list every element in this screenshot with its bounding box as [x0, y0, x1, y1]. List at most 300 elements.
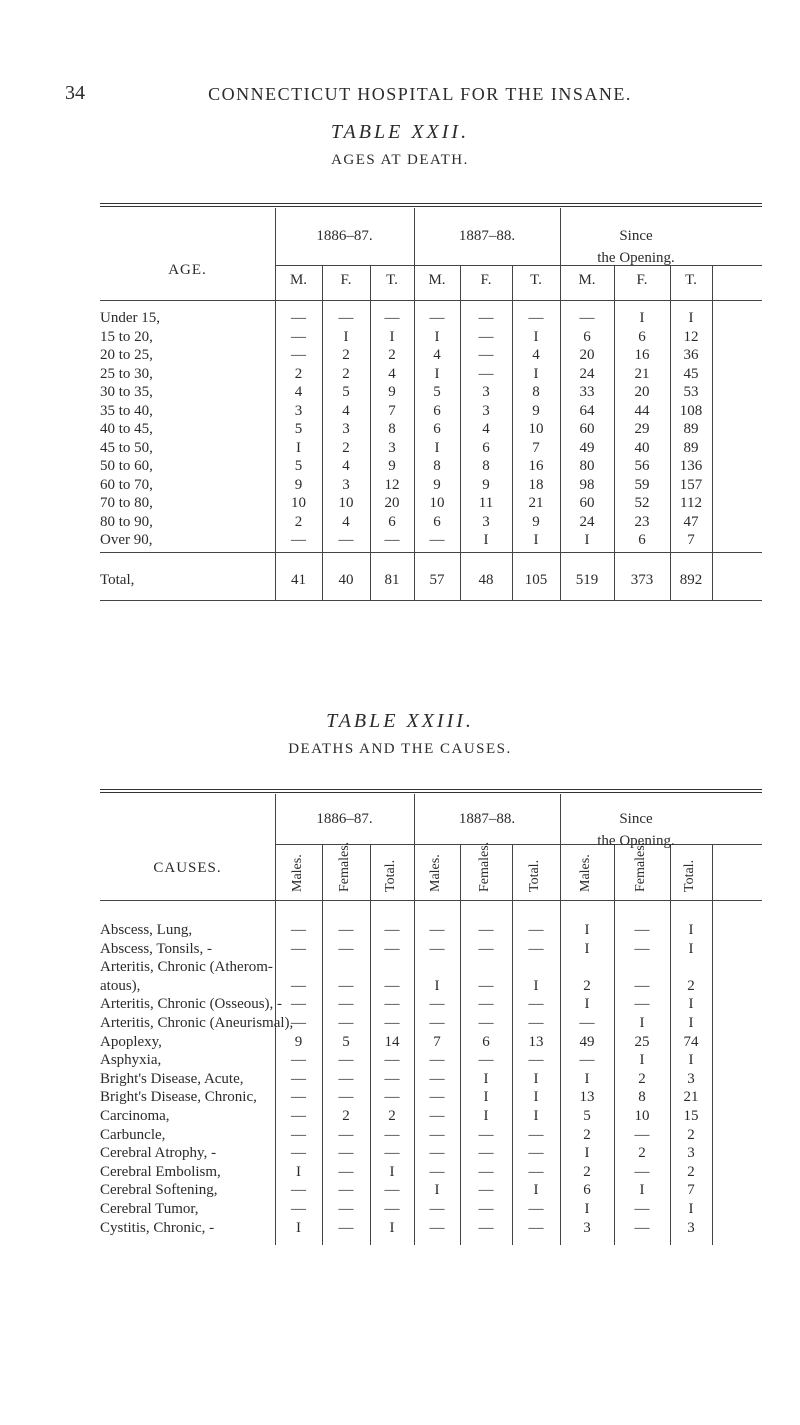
table-cell: 157: [679, 476, 703, 493]
table-cell: —: [384, 1052, 400, 1069]
table-cell: 89: [683, 421, 699, 437]
table-cell: —: [528, 310, 544, 326]
column-header: Total.: [682, 859, 697, 892]
table-cell: 45: [683, 365, 699, 382]
table-cell: —: [429, 1052, 445, 1069]
table-cell: 4: [342, 458, 350, 474]
column-header: F.: [340, 272, 352, 288]
table-cell: —: [338, 1015, 354, 1031]
table-cell: I: [533, 532, 539, 548]
row-label: 25 to 30,: [100, 365, 153, 382]
row-label: Cerebral Softening,: [100, 1182, 218, 1199]
table-cell: 3: [583, 1219, 591, 1236]
table-cell: I: [533, 1070, 539, 1087]
table-cell: 2: [638, 1145, 646, 1162]
column-rule: [712, 265, 713, 600]
table-cell: 16: [634, 347, 650, 363]
table-cell: I: [389, 1163, 395, 1180]
table-cell: I: [483, 532, 489, 548]
table-cell: 89: [683, 439, 699, 456]
table-cell: —: [634, 940, 650, 957]
row-label: 45 to 50,: [100, 439, 153, 456]
row-label: Cerebral Embolism,: [100, 1163, 221, 1180]
table-cell: 9: [294, 1033, 303, 1050]
table-cell: 21: [683, 1089, 699, 1106]
table-cell: 6: [482, 439, 490, 456]
table-cell: 13: [579, 1089, 595, 1106]
table-cell: —: [429, 922, 445, 938]
table-cell: 40: [634, 439, 650, 456]
table-cell: 2: [342, 347, 350, 363]
table-cell: 21: [634, 365, 650, 382]
top-rule: [100, 203, 762, 204]
table-cell: 3: [482, 513, 490, 530]
table-cell: —: [291, 310, 306, 326]
top-rule: [100, 789, 762, 790]
row-label: Carcinoma,: [100, 1108, 170, 1124]
table-cell: I: [533, 977, 539, 994]
table-cell: 80: [579, 458, 595, 474]
running-head: CONNECTICUT HOSPITAL FOR THE INSANE.: [208, 84, 632, 104]
table-cell: 21: [528, 495, 544, 511]
table-cell: —: [429, 1201, 445, 1217]
table-cell: —: [384, 977, 400, 994]
table-cell: —: [528, 1015, 544, 1031]
table-cell: —: [528, 922, 544, 938]
total-cell: 48: [478, 572, 494, 588]
table-cell: —: [478, 1201, 494, 1217]
table-cell: I: [584, 922, 590, 938]
table-cell: I: [584, 1145, 590, 1162]
table-cell: 44: [634, 402, 650, 419]
table-cell: —: [291, 1108, 306, 1124]
table-cell: 11: [478, 495, 494, 511]
table-cell: —: [338, 532, 354, 548]
table-cell: —: [478, 347, 494, 363]
column-header: M.: [428, 272, 446, 288]
table-cell: —: [338, 1201, 354, 1217]
bottom-rule: [100, 600, 762, 601]
row-label: 20 to 25,: [100, 347, 153, 363]
row-label: Arteritis, Chronic (Atherom-: [100, 959, 273, 976]
table-cell: 2: [294, 513, 303, 530]
table-cell: —: [528, 1219, 544, 1236]
table-cell: 4: [342, 513, 350, 530]
column-header: Total.: [383, 859, 398, 892]
row-label: 60 to 70,: [100, 476, 153, 493]
table-cell: —: [528, 996, 544, 1013]
table-cell: —: [478, 1182, 494, 1199]
table-cell: 9: [482, 476, 490, 493]
table-cell: I: [688, 1052, 694, 1069]
table-cell: I: [533, 1182, 539, 1199]
table-cell: 2: [294, 365, 303, 382]
table-cell: 136: [679, 458, 703, 474]
table-22-title: TABLE XXII.: [330, 121, 470, 143]
table-cell: —: [338, 1182, 354, 1199]
table-cell: —: [429, 1089, 445, 1106]
table-cell: 6: [482, 1033, 490, 1050]
table-cell: —: [384, 1145, 400, 1162]
group-header: Since the Opening.: [597, 811, 675, 849]
table-cell: I: [533, 328, 539, 345]
table-cell: —: [429, 1108, 445, 1124]
column-header: M.: [289, 272, 308, 288]
table-cell: —: [634, 977, 650, 994]
table-cell: 2: [638, 1070, 646, 1087]
table-cell: 49: [579, 1033, 595, 1050]
table-23-title: TABLE XXIII.: [326, 710, 474, 732]
table-cell: 14: [384, 1033, 400, 1050]
table-cell: —: [338, 1219, 354, 1236]
table-cell: —: [634, 1126, 650, 1143]
table-cell: 24: [579, 513, 595, 530]
total-cell: 373: [630, 572, 654, 588]
table-cell: 74: [683, 1033, 699, 1050]
row-label: Over 90,: [100, 532, 153, 548]
table-cell: 4: [433, 347, 441, 363]
table-cell: 12: [683, 328, 699, 345]
table-cell: 59: [634, 476, 650, 493]
table-cell: 56: [634, 458, 650, 474]
header-bottom-rule: [100, 900, 762, 901]
table-cell: 2: [342, 365, 350, 382]
table-cell: —: [528, 1163, 544, 1180]
table-cell: 2: [687, 1126, 695, 1143]
table-cell: 10: [429, 495, 445, 511]
column-header: Males.: [578, 854, 593, 892]
table-cell: —: [291, 1089, 306, 1106]
table-cell: 3: [482, 384, 490, 400]
table-cell: —: [478, 1163, 494, 1180]
table-cell: —: [291, 347, 306, 363]
table-cell: 8: [388, 421, 396, 437]
row-label: Abscess, Tonsils, -: [100, 940, 213, 957]
table-cell: I: [584, 532, 590, 548]
table-cell: 6: [638, 532, 646, 548]
table-cell: I: [389, 1219, 395, 1236]
table-cell: I: [434, 365, 440, 382]
table-cell: I: [688, 996, 694, 1013]
table-cell: —: [429, 1015, 445, 1031]
table-cell: 33: [579, 384, 595, 400]
group-header: 1886–87.: [316, 811, 373, 827]
table-cell: I: [688, 940, 694, 957]
column-header: Females.: [477, 841, 492, 892]
stub-header: CAUSES.: [153, 860, 222, 876]
group-header: 1886–87.: [316, 228, 373, 244]
table-cell: —: [291, 996, 306, 1013]
table-cell: —: [634, 1163, 650, 1180]
table-cell: 9: [388, 458, 396, 474]
column-header: M.: [578, 272, 596, 288]
table-cell: —: [429, 1219, 445, 1236]
table-cell: 18: [528, 476, 544, 493]
row-label: Cerebral Tumor,: [100, 1201, 199, 1217]
total-cell: 57: [429, 572, 445, 588]
table-cell: 10: [338, 495, 354, 511]
table-cell: 3: [388, 439, 396, 456]
total-rule: [100, 552, 762, 553]
row-label: Bright's Disease, Chronic,: [100, 1089, 257, 1106]
table-cell: —: [338, 310, 354, 326]
table-cell: —: [478, 365, 494, 382]
table-cell: —: [338, 1163, 354, 1180]
table-cell: 2: [687, 1163, 695, 1180]
table-cell: 3: [687, 1219, 695, 1236]
table-cell: 10: [528, 421, 544, 437]
table-cell: 8: [638, 1089, 646, 1106]
table-cell: 10: [634, 1108, 650, 1124]
table-cell: —: [634, 1201, 650, 1217]
table-cell: I: [296, 1163, 301, 1180]
row-label: 70 to 80,: [100, 495, 153, 511]
table-cell: 25: [634, 1033, 650, 1050]
column-rule: [712, 844, 713, 1245]
table-cell: —: [291, 940, 306, 957]
table-cell: I: [688, 1201, 694, 1217]
table-cell: 13: [528, 1033, 544, 1050]
row-label: Carbuncle,: [100, 1126, 166, 1143]
table-cell: —: [384, 940, 400, 957]
table-cell: —: [338, 1126, 354, 1143]
row-label: Cerebral Atrophy, -: [100, 1145, 217, 1162]
table-cell: 7: [532, 439, 540, 456]
table-cell: —: [384, 1126, 400, 1143]
table-cell: I: [434, 439, 440, 456]
table-cell: 3: [342, 476, 350, 493]
table-cell: 8: [433, 458, 441, 474]
table-cell: 2: [388, 1108, 396, 1124]
table-cell: 6: [433, 513, 441, 530]
column-header: Females.: [633, 841, 648, 892]
table-cell: —: [429, 940, 445, 957]
table-cell: —: [478, 1126, 494, 1143]
column-header: F.: [480, 272, 492, 288]
group-header: Since the Opening.: [597, 228, 675, 266]
table-cell: 98: [579, 476, 595, 493]
table-cell: 2: [583, 977, 591, 994]
table-cell: 2: [388, 347, 396, 363]
table-cell: I: [434, 977, 440, 994]
table-cell: —: [478, 977, 494, 994]
table-cell: —: [291, 532, 306, 548]
table-cell: —: [579, 1052, 595, 1069]
row-label: Abscess, Lung,: [100, 922, 193, 938]
table-cell: —: [338, 977, 354, 994]
total-cell: 41: [291, 572, 306, 588]
table-cell: —: [384, 532, 400, 548]
table-cell: 3: [482, 402, 490, 419]
table-cell: 7: [687, 1182, 695, 1199]
table-cell: I: [483, 1070, 489, 1087]
table-cell: —: [384, 1015, 400, 1031]
column-header: Females.: [337, 841, 352, 892]
row-label: Cystitis, Chronic, -: [100, 1219, 215, 1236]
table-cell: —: [338, 996, 354, 1013]
table-cell: I: [389, 328, 395, 345]
column-header: T.: [685, 272, 697, 288]
table-cell: —: [478, 940, 494, 957]
table-cell: 5: [433, 384, 441, 400]
table-cell: 4: [388, 365, 396, 382]
table-cell: —: [291, 1182, 306, 1199]
table-cell: 6: [388, 513, 396, 530]
table-cell: 9: [532, 402, 540, 419]
table-cell: 3: [687, 1070, 695, 1087]
table-cell: 20: [634, 384, 650, 400]
table-cell: I: [483, 1089, 489, 1106]
table-cell: —: [291, 1070, 306, 1087]
table-cell: 53: [683, 384, 699, 400]
table-cell: —: [429, 532, 445, 548]
table-cell: 10: [291, 495, 306, 511]
total-cell: 105: [524, 572, 548, 588]
table-cell: 2: [342, 439, 350, 456]
table-cell: —: [528, 1145, 544, 1162]
table-cell: 2: [583, 1163, 591, 1180]
table-cell: —: [384, 996, 400, 1013]
table-cell: 5: [294, 421, 303, 437]
table-cell: I: [584, 1070, 590, 1087]
table-cell: 2: [342, 1108, 350, 1124]
table-cell: —: [579, 310, 595, 326]
row-label: Apoplexy,: [100, 1033, 162, 1050]
table-cell: I: [639, 1052, 645, 1069]
row-label: 50 to 60,: [100, 458, 153, 474]
table-cell: I: [688, 1015, 694, 1031]
total-cell: 40: [338, 572, 354, 588]
table-cell: 24: [579, 365, 595, 382]
column-header: Males.: [428, 854, 443, 892]
table-cell: I: [584, 1201, 590, 1217]
table-cell: —: [634, 1219, 650, 1236]
row-label: 80 to 90,: [100, 513, 153, 530]
stub-header: AGE.: [168, 262, 207, 278]
total-cell: 519: [575, 572, 599, 588]
table-cell: —: [338, 1145, 354, 1162]
table-cell: —: [478, 328, 494, 345]
table-cell: —: [291, 1201, 306, 1217]
table-cell: I: [483, 1108, 489, 1124]
table-cell: 4: [342, 402, 350, 419]
group-header: 1887–88.: [458, 811, 516, 827]
table-cell: 6: [638, 328, 646, 345]
table-cell: 3: [687, 1145, 695, 1162]
table-cell: 2: [583, 1126, 591, 1143]
table-cell: 6: [583, 1182, 591, 1199]
table-cell: I: [296, 439, 301, 456]
total-cell: 81: [384, 572, 400, 588]
table-cell: —: [384, 1182, 400, 1199]
table-cell: —: [478, 1015, 494, 1031]
table-22-subtitle: AGES AT DEATH.: [331, 152, 469, 168]
column-header: T.: [530, 272, 542, 288]
table-cell: —: [384, 1070, 400, 1087]
table-cell: I: [639, 310, 645, 326]
table-cell: 49: [579, 439, 595, 456]
table-cell: —: [384, 922, 400, 938]
table-cell: —: [338, 940, 354, 957]
table-cell: 5: [342, 384, 350, 400]
table-cell: —: [338, 1052, 354, 1069]
top-rule: [100, 792, 762, 793]
table-cell: I: [434, 328, 440, 345]
table-cell: —: [291, 977, 306, 994]
table-cell: —: [291, 1126, 306, 1143]
table-cell: 60: [579, 421, 595, 437]
table-cell: 9: [388, 384, 396, 400]
table-cell: I: [533, 365, 539, 382]
table-cell: 4: [294, 384, 303, 400]
row-label: 30 to 35,: [100, 384, 153, 400]
table-cell: 20: [384, 495, 400, 511]
table-cell: 36: [683, 347, 699, 363]
table-cell: 9: [294, 476, 303, 493]
row-label: atous),: [100, 977, 141, 994]
table-cell: 7: [687, 532, 695, 548]
top-rule: [100, 206, 762, 207]
group-header: 1887–88.: [458, 228, 516, 244]
table-cell: —: [291, 922, 306, 938]
table-cell: 5: [342, 1033, 350, 1050]
page-number: 34: [65, 82, 85, 104]
table-cell: 3: [342, 421, 350, 437]
row-label: Arteritis, Chronic (Aneurismal),: [100, 1015, 294, 1031]
table-cell: 6: [433, 402, 441, 419]
table-cell: 9: [532, 513, 540, 530]
table-cell: —: [338, 922, 354, 938]
table-cell: 5: [294, 458, 303, 474]
row-label: Asphyxia,: [100, 1052, 162, 1069]
table-cell: —: [429, 1163, 445, 1180]
table-cell: 23: [634, 513, 650, 530]
table-23-subtitle: DEATHS AND THE CAUSES.: [288, 741, 512, 757]
column-header: F.: [636, 272, 648, 288]
table-cell: —: [579, 1015, 595, 1031]
table-cell: 8: [482, 458, 490, 474]
table-cell: —: [478, 1052, 494, 1069]
table-cell: —: [528, 1201, 544, 1217]
table-cell: 108: [679, 402, 703, 419]
table-cell: 4: [532, 347, 540, 363]
table-cell: —: [528, 1052, 544, 1069]
table-cell: —: [634, 996, 650, 1013]
table-cell: —: [634, 922, 650, 938]
table-cell: I: [533, 1089, 539, 1106]
table-cell: I: [434, 1182, 440, 1199]
column-header: Total.: [527, 859, 542, 892]
table-cell: 64: [579, 402, 595, 419]
table-cell: —: [291, 1145, 306, 1162]
table-cell: —: [528, 1126, 544, 1143]
table-cell: —: [384, 310, 400, 326]
table-cell: 7: [433, 1033, 441, 1050]
table-cell: I: [639, 1182, 645, 1199]
row-label: Bright's Disease, Acute,: [100, 1070, 244, 1087]
table-cell: I: [584, 996, 590, 1013]
table-cell: 8: [532, 384, 540, 400]
table-cell: —: [478, 1219, 494, 1236]
table-cell: —: [429, 1070, 445, 1087]
table-cell: 20: [579, 347, 595, 363]
table-cell: I: [584, 940, 590, 957]
table-cell: 4: [482, 421, 490, 437]
table-cell: —: [291, 1052, 306, 1069]
table-cell: —: [429, 1145, 445, 1162]
header-bottom-rule: [100, 300, 762, 301]
table-cell: 9: [433, 476, 441, 493]
